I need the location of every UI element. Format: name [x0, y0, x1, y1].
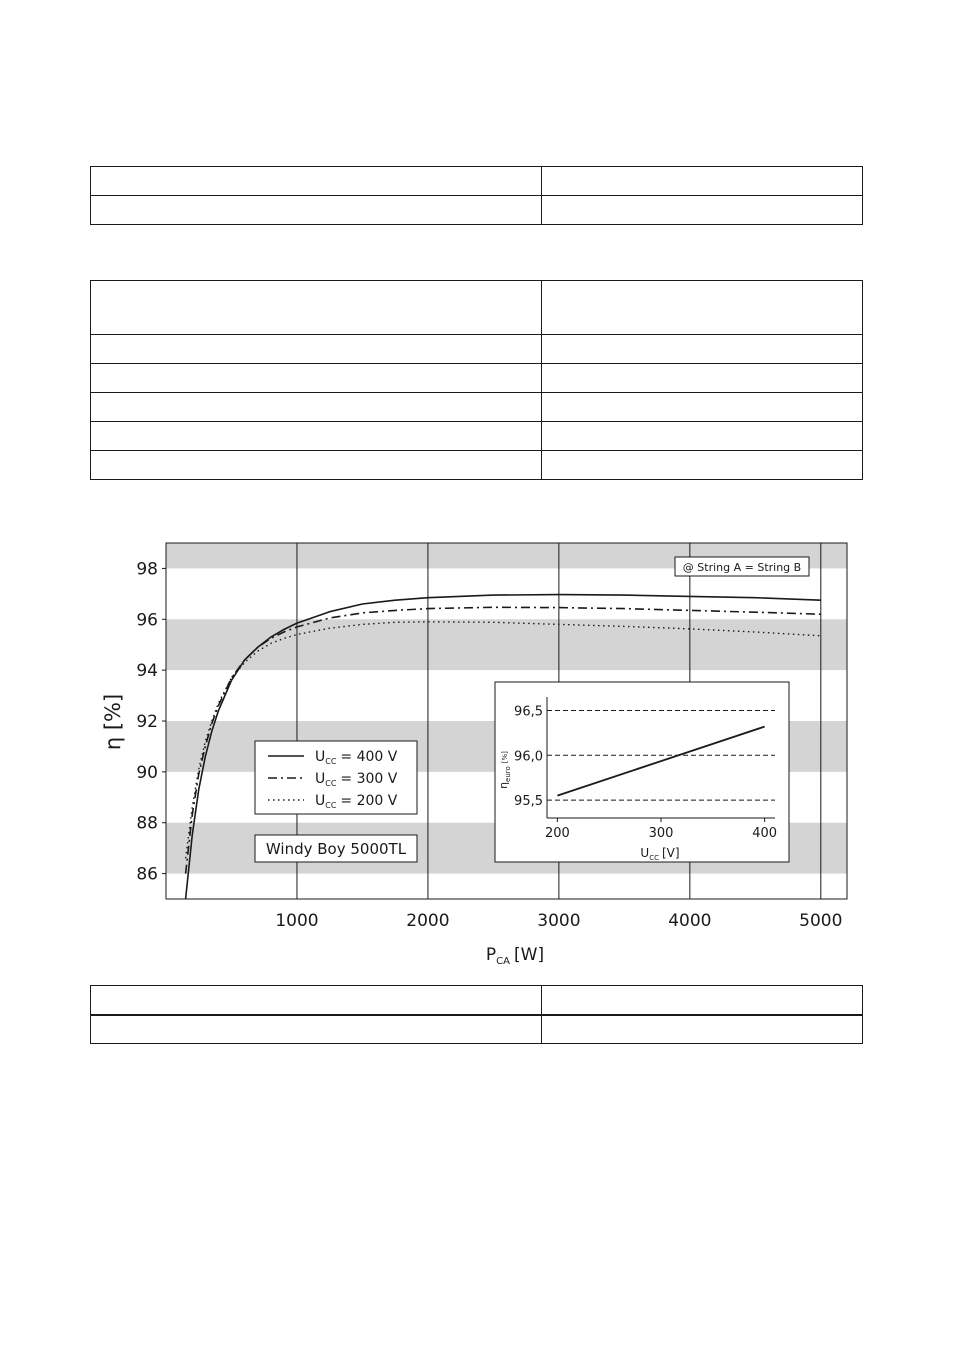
inset-x-axis-label: $U_{CC}$ [V]	[640, 846, 680, 862]
x-tick-label: 3000	[537, 911, 581, 931]
inset-x-tick-label: 300	[648, 826, 674, 841]
inset-y-axis-label: $\eta_{euro}[\%]$	[497, 751, 512, 789]
y-tick-label: 96	[136, 610, 158, 631]
annotation-text: @ String A = String B	[682, 561, 802, 574]
legend	[255, 741, 417, 814]
legend-label-200v: $U_{CC} = 200$ V	[315, 793, 398, 810]
y-tick-label: 94	[136, 661, 158, 682]
x-axis-label-unit: [W]	[514, 945, 545, 965]
inset-x-tick-label: 400	[752, 826, 778, 841]
inset-y-tick-label: 96,5	[514, 704, 543, 720]
inset-y-tick-label: 95,5	[514, 794, 543, 810]
x-axis-label-main: P	[485, 945, 497, 965]
y-tick-label: 92	[136, 712, 158, 732]
x-tick-label: 5000	[799, 911, 843, 931]
y-tick-label: 86	[136, 864, 158, 885]
legend-label-400v: $U_{CC} = 400$ V	[315, 749, 398, 766]
inset-plot	[495, 682, 789, 862]
y-tick-label: 98	[136, 559, 158, 580]
y-tick-label: 88	[136, 813, 158, 834]
grid-band	[166, 619, 847, 670]
x-axis-label-sub: CA	[496, 956, 511, 967]
x-tick-label: 1000	[275, 911, 319, 931]
inset-x-tick-label: 200	[544, 826, 570, 841]
x-tick-label: 2000	[406, 911, 450, 931]
x-axis-label	[486, 945, 544, 967]
inset-y-tick-label: 96,0	[514, 749, 543, 765]
device-label: Windy Boy 5000TL	[265, 840, 407, 858]
y-tick-label: 90	[136, 762, 158, 783]
legend-label-300v: $U_{CC} = 300$ V	[315, 771, 398, 788]
x-tick-label: 4000	[668, 911, 712, 931]
y-axis-label: η [%]	[101, 693, 125, 751]
